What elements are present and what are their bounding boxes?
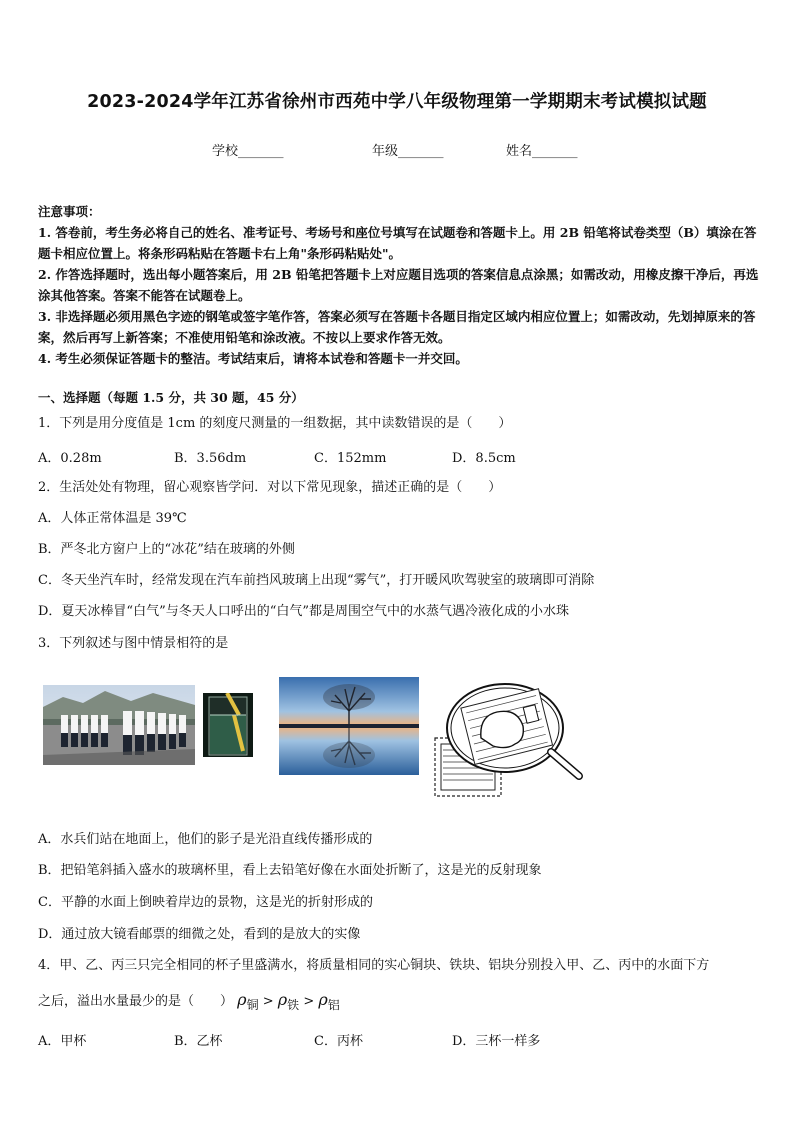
- question-3-stem: 3．下列叙述与图中情景相符的是: [38, 636, 229, 651]
- question-2-stem: 2．生活处处有物理，留心观察皆学问．对以下常见现象，描述正确的是（ ）: [38, 480, 502, 495]
- option-d: D．8.5cm: [452, 451, 516, 466]
- note-item: 2. 作答选择题时，选出每小题答案后，用 2B 铅笔把答题卡上对应题目选项的答案信息点涂黑；如需改动，用橡皮擦干净后，再选涂其他答案。答案不能答在试题卷上。: [38, 267, 759, 303]
- density-iron: $\rho_铁$: [277, 990, 300, 1013]
- greater-than-sign: >: [303, 994, 315, 1009]
- school-field: 学校_______: [212, 144, 284, 159]
- question-4-stem-line2: [38, 990, 760, 1015]
- note-item: 3. 非选择题必须用黑色字迹的钢笔或签字笔作答，答案必须写在答题卡各题目指定区域内相应位置上；如需改动，先划掉原来的答案，然后再写上新答案；不准使用铅笔和涂改液。不按以上要求作答无效。: [38, 309, 756, 345]
- question-3-option-a: A．水兵们站在地面上，他们的影子是光沿直线传播形成的: [38, 832, 373, 847]
- magnifier-stamp-drawing: [433, 680, 585, 800]
- greater-than-sign: >: [262, 994, 274, 1009]
- question-3-option-c: C．平静的水面上倒映着岸边的景物，这是光的折射形成的: [38, 895, 373, 910]
- option-b: B．乙杯: [174, 1034, 223, 1049]
- note-item: 4. 考生必须保证答题卡的整洁。考试结束后，请将本试卷和答题卡一并交回。: [38, 351, 468, 366]
- sailors-photo: [43, 685, 195, 765]
- lake-reflection-photo: [279, 677, 419, 775]
- notes-block: [38, 201, 760, 369]
- question-3-option-b: B．把铅笔斜插入盛水的玻璃杯里，看上去铅笔好像在水面处折断了，这是光的反射现象: [38, 863, 542, 878]
- section-heading: 一、选择题（每题 1.5 分，共 30 题，45 分）: [38, 390, 304, 405]
- question-2-option-a: A．人体正常体温是 39℃: [38, 511, 187, 526]
- question-4-stem-text: 之后，溢出水量最少的是（ ）: [38, 994, 234, 1009]
- density-aluminum: $\rho_铝$: [318, 990, 340, 1013]
- pencil-in-glass-photo: [203, 693, 253, 757]
- note-item: 1. 答卷前，考生务必将自己的姓名、准考证号、考场号和座位号填写在试题卷和答题卡上。用 2B 铅笔将试卷类型（B）填涂在答题卡相应位置上。将条形码粘贴在答题卡右上角"条形码粘贴处"。: [38, 225, 757, 261]
- grade-field: 年级_______: [372, 144, 444, 159]
- option-a: A．0.28m: [38, 451, 102, 466]
- question-2-option-c: C．冬天坐汽车时，经常发现在汽车前挡风玻璃上出现“雾气”，打开暖风吹驾驶室的玻璃即可消除: [38, 573, 595, 588]
- question-2-option-d: D．夏天冰棒冒“白气”与冬天人口呼出的“白气”都是周围空气中的水蒸气遇冷液化成的小水珠: [38, 604, 570, 619]
- question-3-option-d: D．通过放大镜看邮票的细微之处，看到的是放大的实像: [38, 927, 361, 942]
- question-4-stem-line1: 4．甲、乙、丙三只完全相同的杯子里盛满水，将质量相同的实心铜块、铁块、铝块分别投入甲、乙、丙中的水面下方: [38, 958, 710, 973]
- option-c: C．丙杯: [314, 1034, 363, 1049]
- option-c: C．152mm: [314, 451, 387, 466]
- name-field: 姓名_______: [506, 144, 578, 159]
- question-1-stem: 1．下列是用分度值是 1cm 的刻度尺测量的一组数据，其中读数错误的是（ ）: [38, 416, 512, 431]
- density-copper: $\rho_铜$: [237, 990, 259, 1013]
- page-title: 2023-2024学年江苏省徐州市西苑中学八年级物理第一学期期末考试模拟试题: [87, 92, 707, 112]
- question-2-option-b: B．严冬北方窗户上的“冰花”结在玻璃的外侧: [38, 542, 295, 557]
- notes-heading: 注意事项：: [38, 204, 101, 219]
- option-a: A．甲杯: [38, 1034, 87, 1049]
- option-b: B．3.56dm: [174, 451, 247, 466]
- option-d: D．三杯一样多: [452, 1034, 541, 1049]
